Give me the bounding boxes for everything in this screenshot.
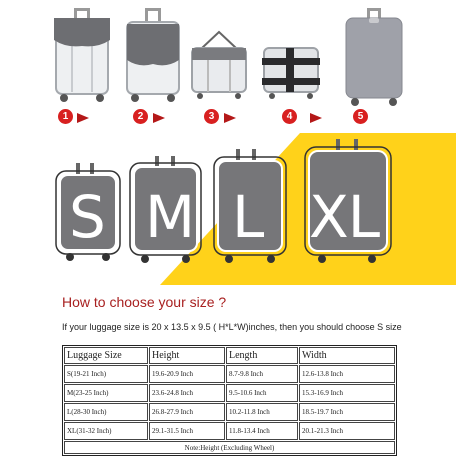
table-cell: L(28-30 Inch)	[64, 403, 148, 421]
table-cell: 10.2-11.8 Inch	[226, 403, 298, 421]
column-header: Length	[226, 347, 298, 364]
step-1-illustration	[50, 8, 114, 103]
table-cell: 9.5-10.6 Inch	[226, 384, 298, 402]
size-banner	[0, 133, 456, 285]
table-cell: 26.8-27.9 Inch	[149, 403, 225, 421]
size-label-xl: XL	[309, 183, 380, 251]
table-cell: S(19-21 Inch)	[64, 365, 148, 383]
table-cell: 20.1-21.3 Inch	[299, 422, 395, 440]
step-1-badge: 1	[58, 109, 73, 124]
table-row	[64, 422, 395, 440]
table-note: Note:Height (Excluding Wheel)	[64, 441, 395, 454]
size-label-m: M	[145, 183, 195, 251]
size-table	[62, 345, 397, 456]
table-cell: 18.5-19.7 Inch	[299, 403, 395, 421]
step-3-illustration	[188, 8, 250, 103]
size-label-s: S	[69, 183, 105, 251]
table-cell: 11.8-13.4 Inch	[226, 422, 298, 440]
table-cell: 12.6-13.8 Inch	[299, 365, 395, 383]
table-cell: M(23-25 Inch)	[64, 384, 148, 402]
size-example-text: If your luggage size is 20 x 13.5 x 9.5 ( H*L*W)inches, then you should choose S size	[62, 322, 402, 332]
size-label-l: L	[232, 183, 264, 251]
column-header: Luggage Size	[64, 347, 148, 364]
column-header: Height	[149, 347, 225, 364]
table-cell: 19.6-20.9 Inch	[149, 365, 225, 383]
step-5-illustration	[340, 8, 408, 108]
table-row	[64, 403, 395, 421]
step-4-badge: 4	[282, 109, 297, 124]
table-cell: XL(31-32 Inch)	[64, 422, 148, 440]
step-4-illustration	[258, 8, 324, 103]
table-row	[64, 384, 395, 402]
arrow-icon	[310, 113, 322, 123]
table-header-row	[64, 347, 395, 364]
table-row	[64, 365, 395, 383]
table-cell: 8.7-9.8 Inch	[226, 365, 298, 383]
table-cell: 29.1-31.5 Inch	[149, 422, 225, 440]
step-3-badge: 3	[204, 109, 219, 124]
table-cell: 23.6-24.8 Inch	[149, 384, 225, 402]
column-header: Width	[299, 347, 395, 364]
table-cell: 15.3-16.9 Inch	[299, 384, 395, 402]
step-5-badge: 5	[353, 109, 368, 124]
step-2-illustration	[121, 8, 185, 103]
size-guide-heading: How to choose your size ?	[62, 294, 227, 310]
step-2-badge: 2	[133, 109, 148, 124]
table-note-row	[64, 441, 395, 454]
arrow-icon	[153, 113, 165, 123]
arrow-icon	[77, 113, 89, 123]
installation-steps	[0, 0, 456, 132]
arrow-icon	[224, 113, 236, 123]
